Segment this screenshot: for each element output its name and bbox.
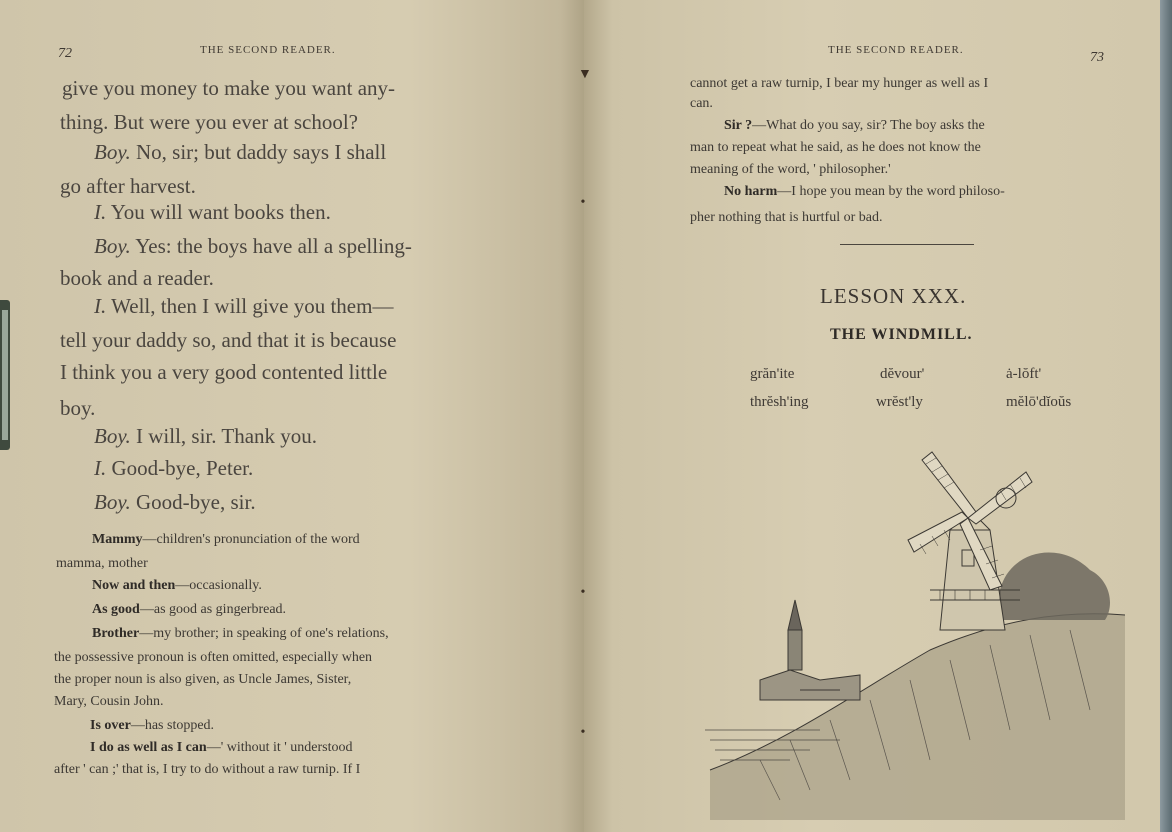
note-line: the proper noun is also given, as Uncle James, Sister,	[54, 672, 352, 687]
note-term: As good	[92, 602, 140, 617]
note-term: I do as well as I can	[90, 740, 207, 755]
running-head-left: THE SECOND READER.	[200, 44, 336, 56]
page-number-left: 72	[58, 46, 72, 61]
note-line: cannot get a raw turnip, I bear my hunger as well as I	[690, 76, 989, 91]
note-term: Now and then	[92, 578, 176, 593]
note-line: after ' can ;' that is, I try to do without a raw turnip. If I	[54, 762, 361, 777]
binding-stitch: •	[580, 195, 586, 210]
binding-stitch: •	[580, 585, 586, 600]
note-term: Sir ?	[724, 118, 753, 133]
vocab-word: grăn'ite	[750, 366, 795, 382]
left-page	[0, 0, 584, 832]
note-line: Mary, Cousin John.	[54, 694, 164, 709]
dialogue-line: I. Well, then I will give you them—	[94, 294, 394, 318]
note-line: mamma, mother	[56, 556, 148, 571]
note-line: Is over—has stopped.	[90, 718, 215, 733]
dialogue-line: give you money to make you want any-	[62, 76, 396, 100]
note-line: can.	[690, 96, 713, 111]
note-term: Mammy	[92, 532, 143, 547]
note-line: As good—as good as gingerbread.	[92, 602, 287, 617]
dialogue-line: tell your daddy so, and that it is because	[60, 328, 397, 352]
speaker-label: I.	[94, 294, 107, 318]
running-head-right: THE SECOND READER.	[828, 44, 964, 56]
vocab-word: ȧ-lŏft'	[1006, 366, 1042, 382]
note-line: Brother—my brother; in speaking of one's relations,	[92, 626, 389, 641]
speaker-label: Boy.	[94, 490, 131, 514]
lesson-subtitle: THE WINDMILL.	[830, 326, 973, 343]
binding-stitch: •	[580, 725, 586, 740]
dialogue-line: I. You will want books then.	[94, 200, 331, 224]
speaker-label: I.	[94, 456, 107, 480]
dialogue-line: boy.	[60, 396, 96, 420]
dialogue-line: go after harvest.	[60, 174, 196, 198]
dialogue-line: thing. But were you ever at school?	[60, 110, 358, 134]
dialogue-line: I think you a very good contented little	[60, 360, 388, 384]
dialogue-line: Boy. I will, sir. Thank you.	[94, 424, 318, 448]
note-line: Mammy—children's pronunciation of the word	[92, 532, 360, 547]
note-term: Brother	[92, 626, 140, 641]
windmill-illustration	[700, 440, 1130, 820]
section-divider	[840, 244, 974, 245]
note-line: Now and then—occasionally.	[92, 578, 262, 593]
note-line: Sir ?—What do you say, sir? The boy asks the	[724, 118, 985, 133]
dialogue-line: Boy. Good-bye, sir.	[94, 490, 256, 514]
page-number-right: 73	[1090, 50, 1104, 65]
vocab-word: dĕvour'	[880, 366, 925, 382]
speaker-label: Boy.	[94, 424, 131, 448]
vocab-word: mĕlō'dĭoŭs	[1006, 394, 1072, 410]
speaker-label: Boy.	[94, 234, 131, 258]
book-cover-edge	[1160, 0, 1172, 832]
vocab-word: wrĕst'ly	[876, 394, 923, 410]
speaker-label: I.	[94, 200, 107, 224]
note-line: I do as well as I can—' without it ' understood	[90, 740, 353, 755]
dialogue-line: Boy. Yes: the boys have all a spelling-	[94, 234, 412, 258]
dialogue-line: I. Good-bye, Peter.	[94, 456, 254, 480]
binding-stitch: ▼	[578, 67, 592, 82]
dialogue-line: Boy. No, sir; but daddy says I shall	[94, 140, 387, 164]
lesson-title: LESSON XXX.	[820, 284, 967, 308]
note-line: man to repeat what he said, as he does not know the	[690, 140, 981, 155]
dialogue-line: book and a reader.	[60, 266, 214, 290]
note-term: Is over	[90, 718, 131, 733]
vocab-word: thrĕsh'ing	[750, 394, 809, 410]
speaker-label: Boy.	[94, 140, 131, 164]
note-term: No harm	[724, 184, 778, 199]
bookmark-tab	[0, 300, 10, 450]
note-line: meaning of the word, ' philosopher.'	[690, 162, 891, 177]
note-line: pher nothing that is hurtful or bad.	[690, 210, 883, 225]
note-line: No harm—I hope you mean by the word philoso-	[724, 184, 1005, 199]
note-line: the possessive pronoun is often omitted, especially when	[54, 650, 373, 665]
